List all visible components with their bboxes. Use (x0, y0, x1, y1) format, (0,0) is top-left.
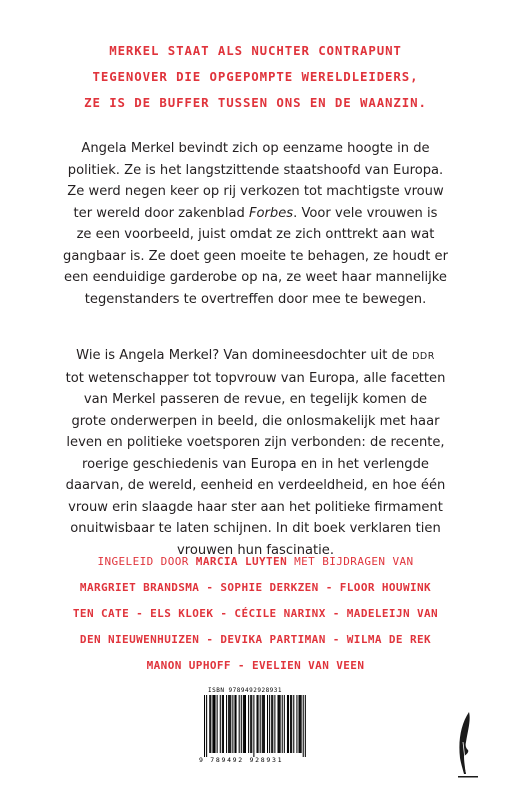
barcode-bar (239, 695, 240, 753)
paragraph-line: roerige geschiedenis van Europa en in het verlengde (82, 456, 429, 472)
barcode-bar (209, 695, 210, 753)
paragraph-line: ze een voorbeeld, juist omdat ze zich onttrekt aan wat (76, 227, 435, 242)
paragraph-line: van Merkel passeren de revue, en tegelijk komen de (83, 392, 428, 407)
barcode-bar (210, 695, 211, 753)
barcode-bar (290, 695, 291, 753)
barcode-bar (288, 695, 289, 753)
barcode-bar (250, 695, 251, 753)
barcode-bar (271, 695, 272, 753)
paragraph-line: grote onderwerpen in beeld, die onlosmakelijk met haar (71, 413, 440, 429)
barcode-bar (251, 695, 252, 753)
ddr-abbreviation: DDR (412, 351, 435, 362)
contributors-line: MARGRIET BRANDSMA - SOPHIE DERKZEN - FLOOR HOUWINK (79, 581, 432, 594)
description-paragraph-1 (40, 138, 471, 310)
paragraph-line: daarvan, de wereld, eenheid en verdeeldheid, en hoe één (65, 478, 446, 493)
barcode-bar (234, 695, 235, 753)
paragraph-line: tot wetenschapper tot topvrouw van Europa, alle facetten (65, 370, 446, 386)
intro-text: INGELEID DOOR (97, 555, 189, 568)
barcode-bar (300, 695, 301, 753)
barcode-bar (222, 695, 223, 753)
barcode-bar (272, 695, 273, 753)
contributors-line: DEN NIEUWENHUIZEN - DEVIKA PARTIMAN - WILMA DE REK (79, 633, 432, 646)
barcode-bar (303, 695, 304, 757)
barcode-bar (291, 695, 292, 753)
paragraph-text: . Voor vele vrouwen is (293, 205, 438, 221)
barcode-bar (280, 695, 281, 753)
barcode-bar (299, 695, 300, 753)
quote-line: ZE IS DE BUFFER TUSSEN ONS EN DE WAANZIN. (84, 95, 427, 110)
paragraph-line: politiek. Ze is het langstzittende staatshoofd van Europa. (67, 162, 444, 178)
barcode-bar (243, 695, 244, 753)
barcode-bar (220, 695, 221, 753)
barcode-bar (213, 695, 214, 753)
barcode-bar (206, 695, 207, 757)
pull-quote (40, 38, 471, 116)
barcode-bars (204, 695, 307, 757)
paragraph-text: ter wereld door zakenblad (73, 205, 245, 221)
barcode-bar (260, 695, 261, 753)
paragraph-line: tegenstanders te overtreffen door mee te bewegen. (84, 291, 427, 307)
isbn-label: ISBN 9789492928931 (208, 687, 283, 694)
barcode-bar (263, 695, 264, 753)
barcode-bar (244, 695, 245, 753)
quote-line: TEGENOVER DIE OPGEPOMPTE WERELDLEIDERS, (92, 69, 419, 84)
isbn-digits: 9 789492 928931 (199, 756, 284, 764)
barcode-bar (223, 695, 224, 753)
contributors-line: MANON UPHOFF - EVELIEN VAN VEEN (146, 659, 365, 672)
barcode-bar (226, 695, 227, 753)
forbes-title: Forbes (249, 205, 294, 221)
barcode-bar (257, 695, 258, 753)
barcode-bar (282, 695, 283, 753)
paragraph-text: Wie is Angela Merkel? Van domineesdochter uit de (76, 348, 408, 363)
barcode-bar (253, 695, 254, 757)
isbn-barcode (198, 686, 313, 766)
barcode-bar (296, 695, 297, 753)
paragraph-line (40, 345, 471, 368)
paragraph-line: leven en politieke voetsporen zijn verbonden: de recente, (66, 435, 445, 450)
barcode-bar (287, 695, 288, 753)
barcode-bar (212, 695, 213, 753)
barcode-bar (293, 695, 294, 753)
with-text: MET BIJDRAGEN VAN (294, 555, 414, 568)
barcode-bar (278, 695, 279, 753)
paragraph-line: onuitwisbaar te laten schijnen. In dit boek verklaren tien (70, 521, 441, 536)
paragraph-line: gangbaar is. Ze doet geen moeite te behagen, ze houdt er (63, 248, 448, 264)
paragraph-line: vrouw erin slaagde haar ster aan het politieke firmament (68, 499, 443, 515)
paragraph-line: Angela Merkel bevindt zich op eenzame hoogte in de (81, 141, 430, 156)
editor-name: MARCIA LUYTEN (195, 555, 288, 568)
barcode-bar (217, 695, 218, 753)
barcode-bar (279, 695, 280, 753)
barcode-bar (301, 695, 302, 753)
barcode-bar (215, 695, 216, 753)
barcode-bar (204, 695, 205, 757)
barcode-bar (248, 695, 249, 753)
barcode-bar (269, 695, 270, 753)
barcode-bar (230, 695, 231, 753)
barcode-bar (305, 695, 306, 757)
barcode-bar (267, 695, 268, 753)
paragraph-line: Ze werd negen keer op rij verkozen tot machtigste vrouw (67, 184, 444, 199)
barcode-bar (284, 695, 285, 753)
paragraph-line: een eenduidige garderobe op na, ze weet haar mannelijke (64, 270, 447, 285)
paragraph-line: vrouwen hun fascinatie. (176, 542, 335, 558)
quote-line: MERKEL STAAT ALS NUCHTER CONTRAPUNT (109, 43, 402, 58)
barcode-bar (245, 695, 246, 753)
barcode-bar (236, 695, 237, 753)
contributors-line: TEN CATE - ELS KLOEK - CÉCILE NARINX - MADELEIJN VAN (72, 607, 439, 620)
barcode-bar (232, 695, 233, 753)
barcode-bar (228, 695, 229, 753)
barcode-bar (241, 695, 242, 753)
quill-pen-logo (455, 712, 481, 778)
barcode-bar (264, 695, 265, 753)
barcode-bar (258, 695, 259, 753)
paragraph-line (40, 203, 471, 225)
credits-intro-line (40, 549, 471, 575)
barcode-bar (229, 695, 230, 753)
description-paragraph-2 (40, 345, 471, 561)
barcode-bar (262, 695, 263, 753)
barcode-bar (274, 695, 275, 753)
contributors-credits (40, 549, 471, 679)
